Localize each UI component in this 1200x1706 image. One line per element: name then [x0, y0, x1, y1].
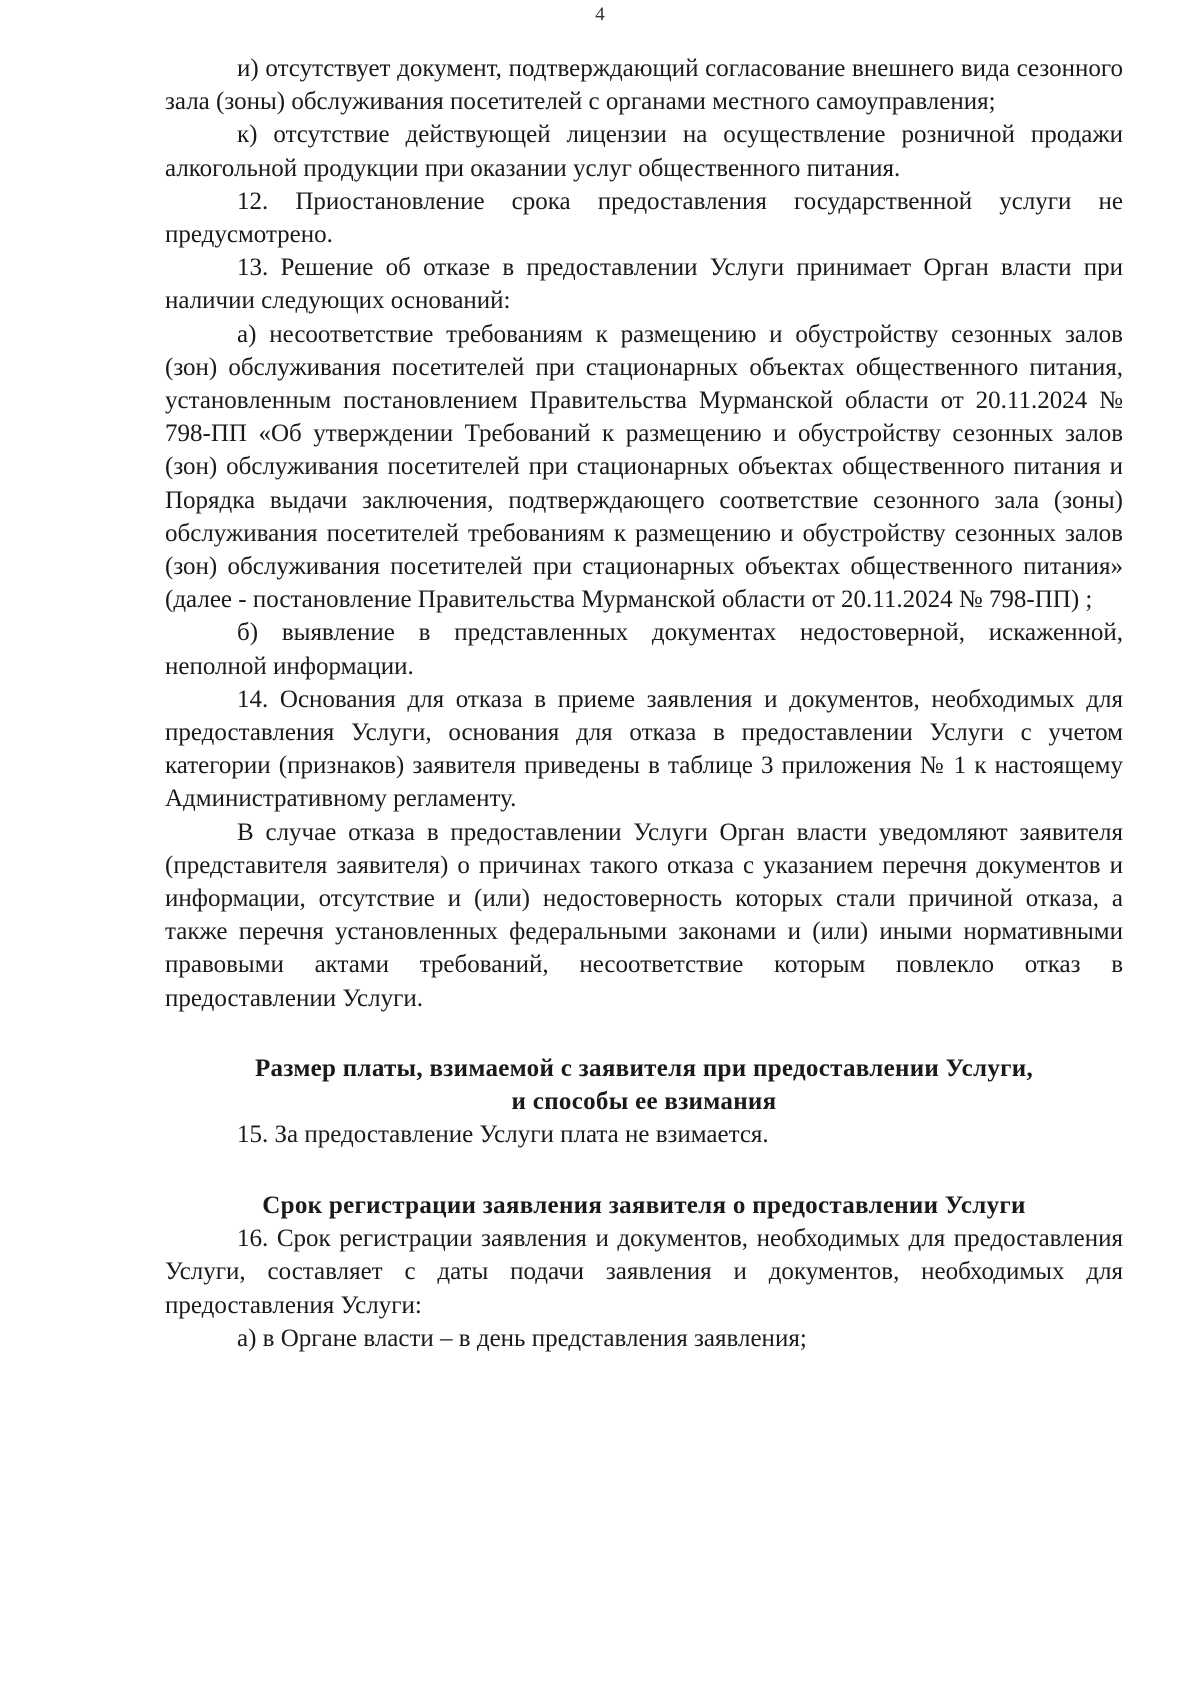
- paragraph-13-b: б) выявление в представленных документах недостоверной, искаженной, неполной информации.: [165, 619, 1123, 680]
- paragraph-item-k: к) отсутствие действующей лицензии на осуществление розничной продажи алкогольной продукции при оказании услуг общественного питания.: [165, 121, 1123, 182]
- paragraph-12: 12. Приостановление срока предоставления государственной услуги не предусмотрено.: [165, 187, 1123, 249]
- paragraph-refusal-notice: В случае отказа в предоставлении Услуги Орган власти уведомляют заявителя (представителя заявителя) о причинах такого отказа с указанием перечня документов и информации, отсутствие и (или) недостоверность которых стали причиной отказа, а также перечня установленных федеральными законами и (или) иными нормативными правовыми актами требований, несоответствие которым повлекло отказ в предоставлении Услуги.: [165, 818, 1123, 1012]
- paragraph-item-i: и) отсутствует документ, подтверждающий согласование внешнего вида сезонного зала (зоны) обслуживания посетителей с органами местного самоуправления;: [165, 55, 1123, 116]
- paragraph-13-a: а) несоответствие требованиям к размещению и обустройству сезонных залов (зон) обслуживания посетителей при стационарных объектах общественного питания, установленным постановлением Правительства Мурманской области от 20.11.2024 № 798-ПП «Об утверждении Требований к размещению и обустройству сезонных залов (зон) обслуживания посетителей при стационарных объектах общественного питания и Порядка выдачи заключения, подтверждающего соответствие сезонного зала (зоны) обслуживания посетителей требованиям к размещению и обустройству сезонных залов (зон) обслуживания посетителей при стационарных объектах общественного питания» (далее - постановление Правительства Мурманской области от 20.11.2024 № 798-ПП) ;: [165, 320, 1123, 614]
- section-heading-fee: [165, 1052, 1123, 1118]
- page-number: 4: [595, 4, 605, 25]
- paragraph-16: 16. Срок регистрации заявления и документов, необходимых для предоставления Услуги, составляет с даты подачи заявления и документов, необходимых для предоставления Услуги:: [165, 1225, 1123, 1319]
- paragraph-15: 15. За предоставление Услуги плата не взимается.: [237, 1120, 769, 1148]
- paragraph-14: 14. Основания для отказа в приеме заявления и документов, необходимых для предоставления Услуги, основания для отказа в предоставлении Услуги с учетом категории (признаков) заявителя приведены в таблице 3 приложения № 1 к настоящему Административному регламенту.: [165, 685, 1123, 813]
- section-heading-registration: Срок регистрации заявления заявителя о предоставлении Услуги: [262, 1192, 1026, 1220]
- section-heading-fee-line2: и способы ее взимания: [511, 1087, 777, 1115]
- section-heading-fee-line1: Размер платы, взимаемой с заявителя при предоставлении Услуги,: [254, 1054, 1034, 1082]
- document-body: [165, 52, 1123, 1355]
- paragraph-16-a: а) в Органе власти – в день представления заявления;: [237, 1324, 807, 1352]
- paragraph-13: 13. Решение об отказе в предоставлении Услуги принимает Орган власти при наличии следующих оснований:: [165, 254, 1123, 315]
